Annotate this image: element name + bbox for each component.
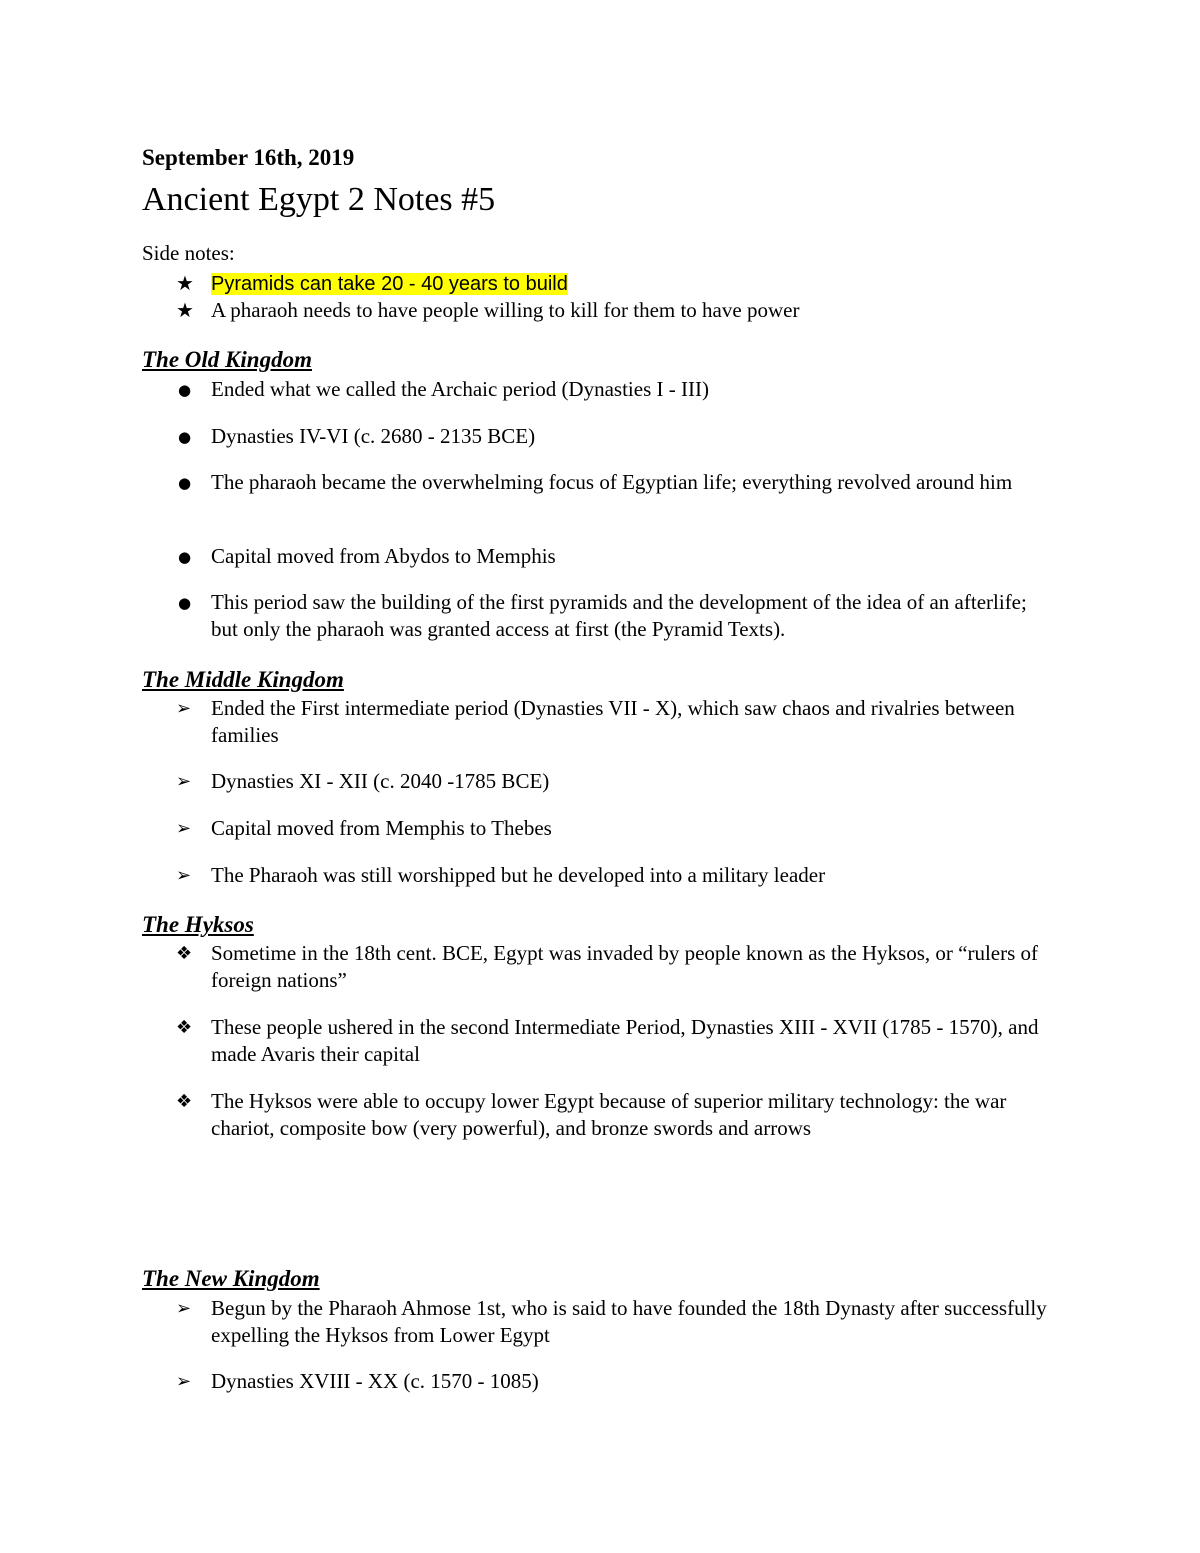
arrow-bullet-icon: ➢ (176, 771, 192, 792)
star-bullet-icon: ★ (176, 271, 194, 295)
list-item: ➢ The Pharaoh was still worshipped but he developed into a military leader (176, 863, 826, 887)
list-item: ➢ Dynasties XVIII - XX (c. 1570 - 1085) (176, 1369, 539, 1393)
arrow-bullet-icon: ➢ (176, 865, 192, 886)
list-item: ● Dynasties IV-VI (c. 2680 - 2135 BCE) (176, 423, 1056, 450)
dot-bullet-icon: ● (178, 474, 192, 492)
list-item: ❖ The Hyksos were able to occupy lower Egypt because of superior military technology: the war chariot, composite bow (very powerful), and bronze swords and arrows (176, 1089, 1007, 1140)
document-date: September 16th, 2019 (142, 145, 355, 170)
list-item: ● The pharaoh became the overwhelming focus of Egyptian life; everything revolved around him (176, 469, 1056, 496)
list-item: ❖ These people ushered in the second Intermediate Period, Dynasties XIII - XVII (1785 - 1570), and made Avaris their capital (176, 1015, 1039, 1066)
arrow-bullet-icon: ➢ (176, 1371, 192, 1392)
arrow-bullet-icon: ➢ (176, 1298, 192, 1319)
document-title: Ancient Egypt 2 Notes #5 (142, 181, 496, 218)
list-item: ● Ended what we called the Archaic period (Dynasties I - III) (176, 376, 1056, 403)
list-item: ➢ Dynasties XI - XII (c. 2040 -1785 BCE) (176, 769, 550, 793)
arrow-bullet-icon: ➢ (176, 818, 192, 839)
dot-bullet-icon: ● (178, 594, 192, 612)
list-item: ➢ Capital moved from Memphis to Thebes (176, 816, 552, 840)
diamond-bullet-icon: ❖ (176, 1091, 193, 1112)
star-bullet-icon: ★ (176, 298, 194, 322)
list-item: ➢ Begun by the Pharaoh Ahmose 1st, who is said to have founded the 18th Dynasty after successfully expelling the Hyksos from Lower Egypt (176, 1296, 1047, 1347)
dot-bullet-icon: ● (178, 428, 192, 446)
side-note-item: ★ A pharaoh needs to have people willing to kill for them to have power (176, 298, 800, 322)
side-notes-label: Side notes: (142, 241, 235, 265)
list-item: ➢ Ended the First intermediate period (Dynasties VII - X), which saw chaos and rivalries between families (176, 696, 1015, 747)
list-item: ❖ Sometime in the 18th cent. BCE, Egypt was invaded by people known as the Hyksos, or “rulers of foreign nations” (176, 941, 1039, 992)
highlighted-note: Pyramids can take 20 - 40 years to build (211, 273, 568, 295)
list-item: ● This period saw the building of the first pyramids and the development of the idea of an afterlife; but only the pharaoh was granted access at first (the Pyramid Texts). (178, 590, 1027, 641)
section-heading-old-kingdom: The Old Kingdom (142, 347, 312, 372)
dot-bullet-icon: ● (178, 548, 192, 566)
dot-bullet-icon: ● (178, 381, 192, 399)
section-heading-middle-kingdom: The Middle Kingdom (142, 667, 344, 692)
diamond-bullet-icon: ❖ (176, 943, 193, 964)
section-heading-hyksos: The Hyksos (142, 912, 254, 937)
arrow-bullet-icon: ➢ (176, 698, 192, 719)
list-item: ● Capital moved from Abydos to Memphis (176, 543, 1056, 570)
diamond-bullet-icon: ❖ (176, 1017, 193, 1038)
section-heading-new-kingdom: The New Kingdom (142, 1266, 320, 1291)
side-note-item (176, 270, 1056, 298)
